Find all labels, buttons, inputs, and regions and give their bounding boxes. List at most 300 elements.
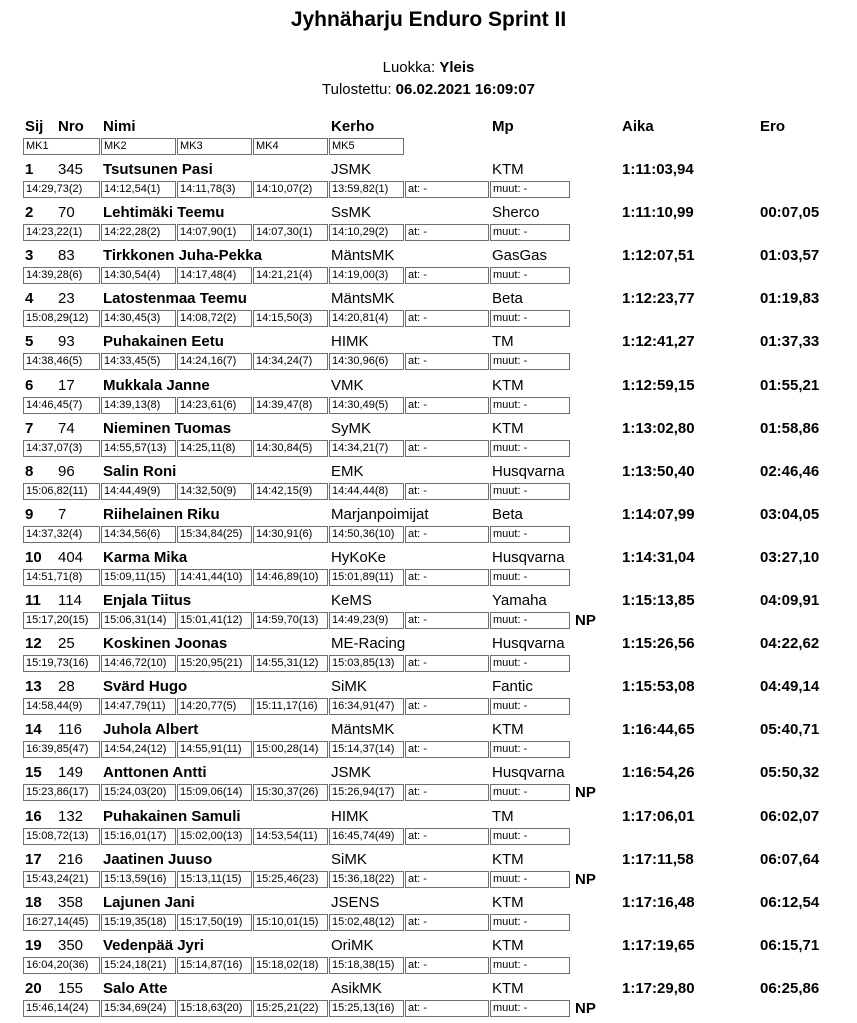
- at-field: at: -: [405, 655, 489, 672]
- motorcycle: KTM: [492, 419, 524, 437]
- split-mk1: 14:46,45(7): [23, 397, 100, 414]
- time-gap: 06:07,64: [760, 850, 820, 868]
- muut-field: muut: -: [490, 310, 570, 327]
- time-gap: 04:09,91: [760, 592, 820, 609]
- time-gap: 01:03,57: [760, 247, 820, 265]
- muut-field: muut: -: [490, 741, 570, 758]
- split-mk1: 15:08,29(12): [23, 310, 100, 327]
- total-time: 1:16:44,65: [622, 721, 695, 739]
- split-mk4: 14:15,50(3): [253, 310, 328, 327]
- col-header-mk1: MK1: [23, 138, 100, 155]
- club: EMK: [331, 462, 364, 480]
- split-mk3: 14:32,50(9): [177, 483, 252, 500]
- split-mk5: 15:02,48(12): [329, 914, 404, 931]
- at-field: at: -: [405, 784, 489, 801]
- split-mk3: 15:20,95(21): [177, 655, 252, 672]
- split-mk3: 15:01,41(12): [177, 612, 252, 629]
- muut-field: muut: -: [490, 440, 570, 457]
- split-mk3: 14:24,16(7): [177, 353, 252, 370]
- split-mk3: 14:11,78(3): [177, 181, 252, 198]
- rider-name: Vedenpää Jyri: [103, 936, 204, 954]
- total-time: 1:17:11,58: [622, 850, 694, 868]
- col-header-mk5: MK5: [329, 138, 404, 155]
- split-mk5: 14:30,96(6): [329, 353, 404, 370]
- split-mk5: 15:25,13(16): [329, 1000, 404, 1017]
- result-row: [0, 246, 857, 289]
- col-header-ero: Ero: [760, 118, 786, 135]
- split-mk5: 14:19,00(3): [329, 267, 404, 284]
- bib-number: 350: [58, 936, 84, 954]
- muut-field: muut: -: [490, 569, 570, 586]
- split-mk3: 15:02,00(13): [177, 828, 252, 845]
- motorcycle: Beta: [492, 505, 523, 523]
- split-mk5: 14:20,81(4): [329, 310, 404, 327]
- col-header-mk3: MK3: [177, 138, 252, 155]
- split-mk5: 14:44,44(8): [329, 483, 404, 500]
- split-mk2: 15:34,69(24): [101, 1000, 176, 1017]
- split-mk4: 15:30,37(26): [253, 784, 328, 801]
- split-mk2: 15:19,35(18): [101, 914, 176, 931]
- split-mk2: 14:39,13(8): [101, 397, 176, 414]
- rider-name: Puhakainen Samuli: [103, 807, 241, 825]
- at-field: at: -: [405, 957, 489, 974]
- rider-name: Salo Atte: [103, 979, 168, 997]
- result-row: [0, 763, 857, 806]
- bib-number: 28: [58, 678, 75, 696]
- split-mk4: 14:30,91(6): [253, 526, 328, 543]
- class-value: Yleis: [439, 59, 475, 76]
- motorcycle: Husqvarna: [492, 764, 565, 782]
- total-time: 1:13:02,80: [622, 419, 695, 437]
- time-gap: 04:49,14: [760, 678, 820, 696]
- split-mk1: 15:43,24(21): [23, 871, 100, 888]
- position: 9: [25, 505, 34, 523]
- split-mk3: 14:23,61(6): [177, 397, 252, 414]
- split-mk2: 14:34,56(6): [101, 526, 176, 543]
- split-mk2: 15:13,59(16): [101, 871, 176, 888]
- muut-field: muut: -: [490, 871, 570, 888]
- position: 18: [25, 893, 42, 911]
- total-time: 1:12:07,51: [622, 247, 695, 265]
- split-mk1: 14:51,71(8): [23, 569, 100, 586]
- col-header-aika: Aika: [622, 118, 654, 135]
- muut-field: muut: -: [490, 483, 570, 500]
- at-field: at: -: [405, 440, 489, 457]
- split-mk1: 14:37,32(4): [23, 526, 100, 543]
- split-mk5: 15:18,38(15): [329, 957, 404, 974]
- club: ME-Racing: [331, 635, 406, 653]
- position: 15: [25, 764, 42, 782]
- rider-name: Jaatinen Juuso: [103, 850, 213, 868]
- split-mk1: 14:58,44(9): [23, 698, 100, 715]
- result-row: [0, 203, 857, 246]
- position: 19: [25, 936, 42, 954]
- total-time: 1:17:19,65: [622, 936, 695, 954]
- split-mk1: 14:29,73(2): [23, 181, 100, 198]
- motorcycle: Sherco: [492, 204, 540, 222]
- split-mk4: 14:46,89(10): [253, 569, 328, 586]
- split-mk1: 14:38,46(5): [23, 353, 100, 370]
- result-row: [0, 979, 857, 1022]
- position: 11: [25, 592, 41, 609]
- split-mk5: 15:14,37(14): [329, 741, 404, 758]
- bib-number: 114: [58, 592, 82, 609]
- motorcycle: KTM: [492, 721, 524, 739]
- time-gap: 04:22,62: [760, 635, 820, 653]
- printed-line: [0, 81, 857, 98]
- position: 14: [25, 721, 42, 739]
- split-mk1: 14:37,07(3): [23, 440, 100, 457]
- col-header-mk4: MK4: [253, 138, 328, 155]
- rider-name: Lehtimäki Teemu: [103, 204, 225, 222]
- split-mk2: 14:33,45(5): [101, 353, 176, 370]
- at-field: at: -: [405, 397, 489, 414]
- club: OriMK: [331, 936, 374, 954]
- time-gap: 05:50,32: [760, 764, 820, 782]
- split-mk4: 15:25,46(23): [253, 871, 328, 888]
- split-mk2: 14:22,28(2): [101, 224, 176, 241]
- split-mk5: 16:34,91(47): [329, 698, 404, 715]
- bib-number: 83: [58, 247, 75, 265]
- result-row: [0, 289, 857, 332]
- split-mk5: 15:01,89(11): [329, 569, 404, 586]
- rider-name: Latostenmaa Teemu: [103, 290, 247, 308]
- printed-label: Tulostettu:: [322, 81, 392, 98]
- split-mk3: 14:07,90(1): [177, 224, 252, 241]
- club: JSENS: [331, 893, 380, 911]
- total-time: 1:15:13,85: [622, 592, 695, 609]
- split-mk4: 15:25,21(22): [253, 1000, 328, 1017]
- club: MäntsMK: [331, 721, 395, 739]
- bib-number: 23: [58, 290, 75, 308]
- club: SsMK: [331, 204, 372, 222]
- rider-name: Koskinen Joonas: [103, 635, 228, 653]
- split-mk4: 15:11,17(16): [253, 698, 328, 715]
- time-gap: 06:02,07: [760, 807, 820, 825]
- total-time: 1:14:31,04: [622, 548, 695, 566]
- time-gap: 03:04,05: [760, 505, 820, 523]
- at-field: at: -: [405, 914, 489, 931]
- split-mk5: 14:30,49(5): [329, 397, 404, 414]
- split-mk5: 13:59,82(1): [329, 181, 404, 198]
- time-gap: 06:12,54: [760, 893, 820, 911]
- split-mk4: 14:53,54(11): [253, 828, 328, 845]
- motorcycle: Husqvarna: [492, 548, 565, 566]
- muut-field: muut: -: [490, 655, 570, 672]
- club: MäntsMK: [331, 290, 395, 308]
- split-mk5: 15:03,85(13): [329, 655, 404, 672]
- split-mk2: 14:30,45(3): [101, 310, 176, 327]
- position: 6: [25, 376, 34, 394]
- motorcycle: KTM: [492, 161, 524, 178]
- result-row: [0, 376, 857, 419]
- club: SyMK: [331, 419, 372, 437]
- muut-field: muut: -: [490, 526, 570, 543]
- at-field: at: -: [405, 828, 489, 845]
- position: 10: [25, 548, 42, 566]
- split-mk1: 16:27,14(45): [23, 914, 100, 931]
- at-field: at: -: [405, 526, 489, 543]
- split-mk2: 14:47,79(11): [101, 698, 176, 715]
- at-field: at: -: [405, 1000, 489, 1017]
- split-mk2: 15:16,01(17): [101, 828, 176, 845]
- bib-number: 132: [58, 807, 84, 825]
- club: HIMK: [331, 333, 369, 351]
- bib-number: 74: [58, 419, 75, 437]
- motorcycle: Husqvarna: [492, 635, 565, 653]
- bib-number: 358: [58, 893, 84, 911]
- position: 4: [25, 290, 34, 308]
- club: VMK: [331, 376, 364, 394]
- split-mk4: 14:42,15(9): [253, 483, 328, 500]
- bib-number: 25: [58, 635, 75, 653]
- split-mk3: 15:18,63(20): [177, 1000, 252, 1017]
- split-mk5: 15:36,18(22): [329, 871, 404, 888]
- motorcycle: Fantic: [492, 678, 533, 696]
- at-field: at: -: [405, 181, 489, 198]
- position: 3: [25, 247, 34, 265]
- motorcycle: TM: [492, 807, 514, 825]
- result-row: [0, 419, 857, 462]
- rider-name: Lajunen Jani: [103, 893, 195, 911]
- bib-number: 116: [58, 721, 82, 739]
- rider-name: Riihelainen Riku: [103, 505, 220, 523]
- split-mk2: 15:06,31(14): [101, 612, 176, 629]
- total-time: 1:15:26,56: [622, 635, 695, 653]
- col-header-sij: Sij: [25, 118, 44, 135]
- muut-field: muut: -: [490, 224, 570, 241]
- motorcycle: KTM: [492, 936, 524, 954]
- motorcycle: KTM: [492, 850, 524, 868]
- printed-value: 06.02.2021 16:09:07: [395, 81, 535, 98]
- split-mk4: 14:10,07(2): [253, 181, 328, 198]
- rider-name: Karma Mika: [103, 548, 188, 566]
- split-mk4: 15:18,02(18): [253, 957, 328, 974]
- muut-field: muut: -: [490, 267, 570, 284]
- split-mk1: 15:08,72(13): [23, 828, 100, 845]
- motorcycle: KTM: [492, 979, 524, 997]
- muut-field: muut: -: [490, 828, 570, 845]
- split-mk1: 15:06,82(11): [23, 483, 100, 500]
- position: 8: [25, 462, 34, 480]
- position: 2: [25, 204, 34, 222]
- total-time: 1:13:50,40: [622, 462, 695, 480]
- total-time: 1:11:03,94: [622, 161, 694, 178]
- split-mk1: 14:23,22(1): [23, 224, 100, 241]
- bib-number: 70: [58, 204, 75, 222]
- split-mk1: 14:39,28(6): [23, 267, 100, 284]
- bib-number: 155: [58, 979, 84, 997]
- muut-field: muut: -: [490, 698, 570, 715]
- split-mk3: 14:41,44(10): [177, 569, 252, 586]
- at-field: at: -: [405, 353, 489, 370]
- split-mk4: 14:07,30(1): [253, 224, 328, 241]
- total-time: 1:14:07,99: [622, 505, 695, 523]
- np-flag: NP: [575, 612, 596, 629]
- split-mk2: 14:55,57(13): [101, 440, 176, 457]
- split-mk4: 14:21,21(4): [253, 267, 328, 284]
- split-mk3: 15:13,11(15): [177, 871, 252, 888]
- split-mk5: 14:10,29(2): [329, 224, 404, 241]
- rider-name: Nieminen Tuomas: [103, 419, 232, 437]
- time-gap: 00:07,05: [760, 204, 820, 222]
- bib-number: 345: [58, 161, 84, 178]
- result-row: [0, 591, 857, 634]
- result-row: [0, 548, 857, 591]
- split-mk3: 15:14,87(16): [177, 957, 252, 974]
- split-mk4: 14:59,70(13): [253, 612, 328, 629]
- rider-name: Salin Roni: [103, 462, 177, 480]
- rider-name: Juhola Albert: [103, 721, 199, 739]
- motorcycle: Husqvarna: [492, 462, 565, 480]
- split-mk5: 16:45,74(49): [329, 828, 404, 845]
- split-mk2: 14:12,54(1): [101, 181, 176, 198]
- muut-field: muut: -: [490, 1000, 570, 1017]
- class-label: Luokka:: [382, 59, 436, 76]
- at-field: at: -: [405, 483, 489, 500]
- split-mk1: 15:23,86(17): [23, 784, 100, 801]
- np-flag: NP: [575, 870, 596, 888]
- total-time: 1:12:41,27: [622, 333, 695, 351]
- time-gap: 03:27,10: [760, 548, 820, 566]
- split-mk5: 14:34,21(7): [329, 440, 404, 457]
- motorcycle: Yamaha: [492, 592, 547, 609]
- bib-number: 17: [58, 376, 75, 394]
- position: 17: [25, 850, 42, 868]
- split-mk4: 14:34,24(7): [253, 353, 328, 370]
- col-header-kerho: Kerho: [331, 118, 375, 135]
- split-mk3: 15:09,06(14): [177, 784, 252, 801]
- result-row: [0, 462, 857, 505]
- muut-field: muut: -: [490, 914, 570, 931]
- split-mk5: 15:26,94(17): [329, 784, 404, 801]
- total-time: 1:12:23,77: [622, 290, 695, 308]
- club: KeMS: [331, 592, 372, 609]
- result-row: [0, 332, 857, 375]
- col-header-mp: Mp: [492, 118, 514, 135]
- split-mk1: 15:17,20(15): [23, 612, 100, 629]
- muut-field: muut: -: [490, 353, 570, 370]
- time-gap: 01:58,86: [760, 419, 820, 437]
- split-mk3: 15:17,50(19): [177, 914, 252, 931]
- club: HIMK: [331, 807, 369, 825]
- time-gap: 02:46,46: [760, 462, 820, 480]
- at-field: at: -: [405, 741, 489, 758]
- at-field: at: -: [405, 224, 489, 241]
- np-flag: NP: [575, 999, 596, 1017]
- club: AsikMK: [331, 979, 382, 997]
- split-mk4: 15:10,01(15): [253, 914, 328, 931]
- club: HyKoKe: [331, 548, 387, 566]
- result-row: [0, 850, 857, 893]
- split-mk2: 14:54,24(12): [101, 741, 176, 758]
- at-field: at: -: [405, 569, 489, 586]
- split-mk4: 14:55,31(12): [253, 655, 328, 672]
- result-row: [0, 677, 857, 720]
- at-field: at: -: [405, 310, 489, 327]
- position: 1: [25, 161, 34, 178]
- rider-name: Enjala Tiitus: [103, 592, 192, 609]
- total-time: 1:17:16,48: [622, 893, 695, 911]
- split-mk1: 15:19,73(16): [23, 655, 100, 672]
- split-mk3: 14:25,11(8): [177, 440, 252, 457]
- split-mk3: 14:17,48(4): [177, 267, 252, 284]
- col-header-nimi: Nimi: [103, 118, 136, 135]
- split-mk2: 15:24,18(21): [101, 957, 176, 974]
- at-field: at: -: [405, 267, 489, 284]
- bib-number: 404: [58, 548, 84, 566]
- motorcycle: TM: [492, 333, 514, 351]
- club: JSMK: [331, 161, 372, 178]
- split-mk2: 14:30,54(4): [101, 267, 176, 284]
- at-field: at: -: [405, 698, 489, 715]
- result-row: [0, 720, 857, 763]
- result-row: [0, 893, 857, 936]
- position: 7: [25, 419, 34, 437]
- motorcycle: GasGas: [492, 247, 548, 265]
- split-mk5: 14:49,23(9): [329, 612, 404, 629]
- split-mk4: 14:39,47(8): [253, 397, 328, 414]
- split-mk2: 15:24,03(20): [101, 784, 176, 801]
- motorcycle: Beta: [492, 290, 523, 308]
- rider-name: Puhakainen Eetu: [103, 333, 224, 351]
- muut-field: muut: -: [490, 784, 570, 801]
- col-header-mk2: MK2: [101, 138, 176, 155]
- split-mk1: 16:39,85(47): [23, 741, 100, 758]
- total-time: 1:17:06,01: [622, 807, 695, 825]
- split-mk1: 16:04,20(36): [23, 957, 100, 974]
- split-mk2: 14:44,49(9): [101, 483, 176, 500]
- club: SiMK: [331, 678, 367, 696]
- position: 12: [25, 635, 42, 653]
- total-time: 1:11:10,99: [622, 204, 694, 222]
- bib-number: 216: [58, 850, 84, 868]
- rider-name: Tirkkonen Juha-Pekka: [103, 247, 262, 265]
- bib-number: 96: [58, 462, 75, 480]
- time-gap: 06:25,86: [760, 979, 820, 997]
- time-gap: 01:19,83: [760, 290, 820, 308]
- rider-name: Svärd Hugo: [103, 678, 188, 696]
- muut-field: muut: -: [490, 181, 570, 198]
- position: 20: [25, 979, 42, 997]
- bib-number: 93: [58, 333, 75, 351]
- result-row: [0, 505, 857, 548]
- at-field: at: -: [405, 612, 489, 629]
- muut-field: muut: -: [490, 612, 570, 629]
- club: MäntsMK: [331, 247, 395, 265]
- club: JSMK: [331, 764, 372, 782]
- rider-name: Anttonen Antti: [103, 764, 207, 782]
- club: SiMK: [331, 850, 367, 868]
- split-mk1: 15:46,14(24): [23, 1000, 100, 1017]
- split-mk2: 15:09,11(15): [101, 569, 176, 586]
- split-mk3: 14:08,72(2): [177, 310, 252, 327]
- time-gap: 01:55,21: [760, 376, 820, 394]
- split-mk3: 14:20,77(5): [177, 698, 252, 715]
- time-gap: 01:37,33: [760, 333, 820, 351]
- split-mk4: 15:00,28(14): [253, 741, 328, 758]
- total-time: 1:12:59,15: [622, 376, 695, 394]
- class-line: [0, 59, 857, 76]
- result-row: [0, 634, 857, 677]
- motorcycle: KTM: [492, 893, 524, 911]
- split-mk4: 14:30,84(5): [253, 440, 328, 457]
- position: 5: [25, 333, 34, 351]
- split-mk5: 14:50,36(10): [329, 526, 404, 543]
- split-mk2: 14:46,72(10): [101, 655, 176, 672]
- at-field: at: -: [405, 871, 489, 888]
- motorcycle: KTM: [492, 376, 524, 394]
